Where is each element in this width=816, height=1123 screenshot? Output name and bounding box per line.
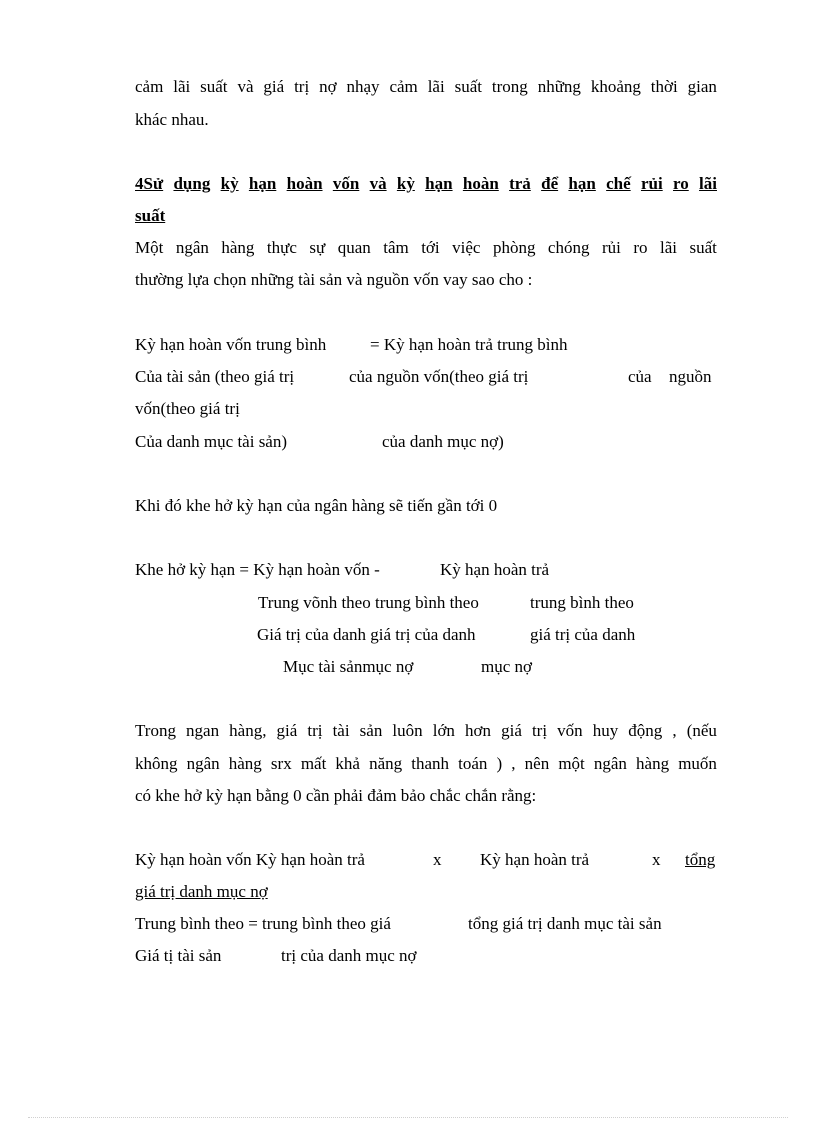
word: thực bbox=[266, 238, 297, 257]
eq2-right-line-2: trung bình theo bbox=[530, 593, 634, 612]
word: hàng bbox=[636, 754, 670, 773]
word: tâm bbox=[383, 238, 409, 257]
word: , bbox=[672, 721, 677, 740]
eq1-word-nguon: nguồn bbox=[669, 367, 712, 386]
word: kỳ bbox=[220, 174, 239, 193]
word: những bbox=[537, 77, 581, 96]
word: srx bbox=[270, 754, 292, 773]
word: ngân bbox=[175, 238, 209, 257]
word: khoảng bbox=[590, 77, 641, 96]
eq2-right-line-3: giá trị của danh bbox=[530, 625, 636, 644]
section-heading-line-2: suất bbox=[135, 206, 166, 225]
word: giá bbox=[501, 721, 522, 740]
eq1-right-line-1: = Kỳ hạn hoàn trả trung bình bbox=[370, 335, 568, 354]
word: (nếu bbox=[686, 721, 717, 740]
word: Một bbox=[135, 238, 164, 257]
word: không bbox=[135, 754, 178, 773]
word: động bbox=[628, 721, 663, 740]
word: sản bbox=[359, 721, 383, 740]
word: lãi bbox=[427, 77, 445, 96]
word: rủi bbox=[640, 174, 663, 193]
word: suất bbox=[200, 77, 228, 96]
eq3-line-2: giá trị danh mục nợ bbox=[135, 882, 268, 901]
word: để bbox=[541, 174, 559, 193]
word: vốn bbox=[332, 174, 360, 193]
intro-line-1 bbox=[135, 76, 717, 98]
word: rủi bbox=[601, 238, 621, 257]
word: nợ bbox=[319, 77, 337, 96]
para1-line-2: thường lựa chọn những tài sản và nguồn vốn vay sao cho : bbox=[135, 270, 533, 289]
word: trả bbox=[509, 174, 531, 193]
word: giá bbox=[276, 721, 298, 740]
word: luôn bbox=[392, 721, 423, 740]
eq3-right-line-3: tổng giá trị danh mục tài sản bbox=[468, 914, 662, 933]
word: và bbox=[237, 77, 254, 96]
eq1-right-line-4: của danh mục nợ) bbox=[382, 432, 504, 451]
word: ngân bbox=[593, 754, 627, 773]
word: tài bbox=[332, 721, 350, 740]
para2-line-1 bbox=[135, 720, 717, 742]
word: quan bbox=[337, 238, 371, 257]
word: lãi bbox=[173, 77, 191, 96]
word: huy bbox=[592, 721, 619, 740]
eq1-line-3: vốn(theo giá trị bbox=[135, 399, 240, 418]
word: Trong bbox=[135, 721, 176, 740]
word: phòng bbox=[492, 238, 536, 257]
word: 4Sử bbox=[135, 174, 164, 193]
page-bottom-divider bbox=[28, 1117, 788, 1118]
word: ro bbox=[633, 238, 648, 257]
word: suất bbox=[689, 238, 717, 257]
word: toán bbox=[458, 754, 488, 773]
section-heading-line-1 bbox=[135, 173, 717, 195]
word: hạn bbox=[248, 174, 277, 193]
word: hạn bbox=[568, 174, 596, 193]
word: ngân bbox=[186, 754, 220, 773]
eq2-left-line-1: Khe hở kỳ hạn = Kỳ hạn hoàn vốn - bbox=[135, 560, 380, 579]
para1-line-1 bbox=[135, 237, 717, 259]
word: một bbox=[558, 754, 585, 773]
eq1-word-cua: của bbox=[628, 367, 652, 386]
eq3-part-b: Kỳ hạn hoàn trả bbox=[480, 850, 590, 869]
eq2-left-line-2: Trung võnh theo trung bình theo bbox=[258, 593, 479, 612]
eq3-part-a: Kỳ hạn hoàn vốn Kỳ hạn hoàn trả bbox=[135, 850, 365, 869]
word: gian bbox=[687, 77, 717, 96]
word: chóng bbox=[547, 238, 590, 257]
word: nhạy bbox=[346, 77, 380, 96]
word: lãi bbox=[699, 174, 717, 193]
word: khả bbox=[335, 754, 360, 773]
word: hoàn bbox=[462, 174, 499, 193]
word: , bbox=[511, 754, 516, 773]
word: năng bbox=[369, 754, 403, 773]
word: kỳ bbox=[396, 174, 415, 193]
eq2-left-line-3: Giá trị của danh giá trị của danh bbox=[257, 625, 476, 644]
eq2-right-line-4: mục nợ bbox=[481, 657, 533, 676]
eq2-left-line-4: Mục tài sảnmục nợ bbox=[283, 657, 414, 676]
word: vốn bbox=[557, 721, 583, 740]
word: nên bbox=[524, 754, 550, 773]
word: ) bbox=[496, 754, 503, 773]
word: sự bbox=[309, 238, 326, 257]
word: suất bbox=[454, 77, 482, 96]
word: hơn bbox=[465, 721, 492, 740]
word: hàng, bbox=[229, 721, 267, 740]
word: hoàn bbox=[286, 174, 323, 193]
word: trị bbox=[307, 721, 323, 740]
eq3-left-line-4: Giá tị tài sản bbox=[135, 946, 222, 965]
eq3-times-1: x bbox=[433, 850, 442, 869]
word: trị bbox=[294, 77, 310, 96]
eq2-right-line-1: Kỳ hạn hoàn trả bbox=[440, 560, 550, 579]
para2-line-2 bbox=[135, 753, 717, 775]
word: lãi bbox=[659, 238, 677, 257]
eq1-left-line-2: Của tài sản (theo giá trị bbox=[135, 367, 295, 386]
eq3-left-line-3: Trung bình theo = trung bình theo giá bbox=[135, 914, 391, 933]
intro-line-2: khác nhau. bbox=[135, 110, 209, 129]
word: và bbox=[369, 174, 387, 193]
word: giá bbox=[263, 77, 285, 96]
word: mất bbox=[300, 754, 327, 773]
word: muốn bbox=[678, 754, 717, 773]
word: hàng bbox=[221, 238, 255, 257]
word: thời bbox=[650, 77, 678, 96]
word: chế bbox=[606, 174, 631, 193]
word: dụng bbox=[173, 174, 211, 193]
eq3-times-2: x bbox=[652, 850, 661, 869]
eq1-left-line-4: Của danh mục tài sản) bbox=[135, 432, 288, 451]
eq1-right-line-2: của nguồn vốn(theo giá trị bbox=[349, 367, 529, 386]
word: thanh bbox=[411, 754, 450, 773]
eq3-part-c: tổng bbox=[685, 850, 716, 869]
eq1-left-line-1: Kỳ hạn hoàn vốn trung bình bbox=[135, 335, 327, 354]
word: ngan bbox=[186, 721, 220, 740]
para2-line-3: có khe hở kỳ hạn bằng 0 cần phải đảm bảo chắc chắn rằng: bbox=[135, 786, 537, 805]
eq3-right-line-4: trị của danh mục nợ bbox=[281, 946, 417, 965]
word: cảm bbox=[135, 77, 164, 96]
word: hạn bbox=[425, 174, 453, 193]
word: tới bbox=[421, 238, 440, 257]
word: cảm bbox=[389, 77, 418, 96]
gap-statement: Khi đó khe hở kỳ hạn của ngân hàng sẽ tiến gần tới 0 bbox=[135, 496, 498, 515]
word: trong bbox=[491, 77, 528, 96]
word: hàng bbox=[228, 754, 262, 773]
word: việc bbox=[452, 238, 481, 257]
word: ro bbox=[673, 174, 689, 193]
word: trị bbox=[531, 721, 548, 740]
word: lớn bbox=[432, 721, 455, 740]
